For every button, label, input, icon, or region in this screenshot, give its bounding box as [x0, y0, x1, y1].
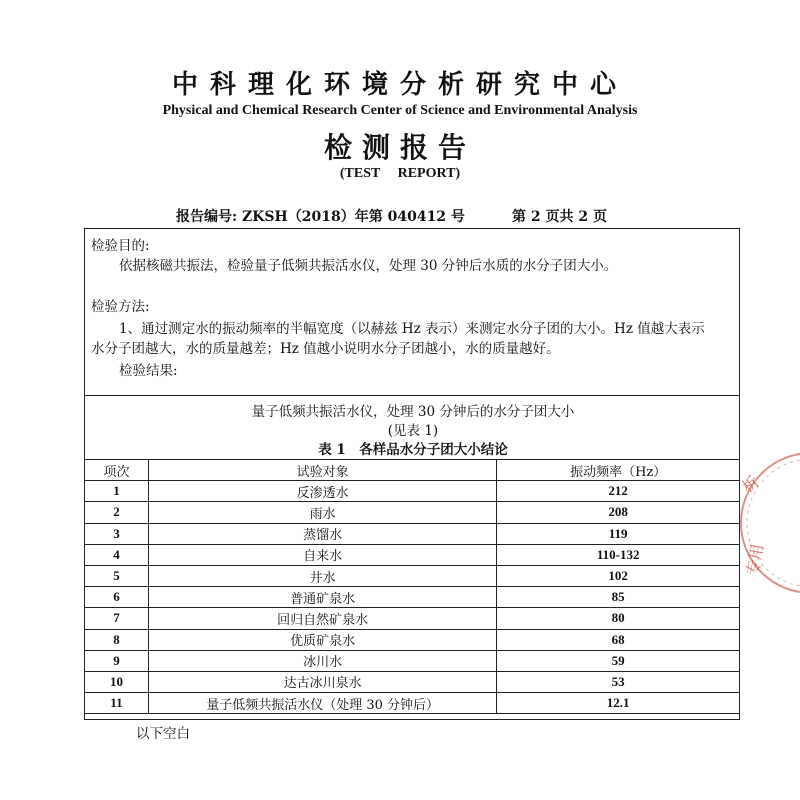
table-header-row — [85, 460, 740, 481]
row-number: 5 — [85, 565, 149, 586]
report-title-cn: 检测报告 — [323, 131, 476, 164]
row-test-object: 冰川水 — [148, 650, 496, 671]
row-frequency: 12.1 — [497, 693, 740, 714]
row-test-object: 井水 — [148, 565, 496, 586]
purpose-text: 依据核磁共振法，检验量子低频共振活水仪，处理 30 分钟后水质的水分子团大小。 — [119, 258, 618, 274]
official-seal — [736, 448, 800, 598]
column-header: 项次 — [85, 460, 149, 481]
end-note: 以下空白 — [136, 726, 190, 742]
column-header: 振动频率（Hz） — [497, 460, 740, 481]
row-number: 8 — [85, 629, 149, 650]
row-test-object: 量子低频共振活水仪（处理 30 分钟后） — [148, 693, 496, 714]
table-row — [85, 481, 740, 502]
table-row — [85, 565, 740, 586]
table-caption: 表 1 各样品水分子团大小结论 — [318, 442, 508, 458]
row-frequency: 68 — [497, 629, 740, 650]
results-table — [84, 459, 740, 714]
row-frequency: 110-132 — [497, 544, 740, 565]
row-frequency: 119 — [497, 523, 740, 544]
row-number: 11 — [85, 693, 149, 714]
column-header: 试验对象 — [148, 460, 496, 481]
result-label: 检验结果: — [119, 363, 178, 379]
purpose-label: 检验目的: — [91, 238, 150, 254]
seal-text: 析 — [738, 471, 763, 497]
result-box — [84, 395, 740, 720]
row-frequency: 53 — [497, 671, 740, 692]
seal-text: 专用 — [742, 542, 768, 578]
method-label: 检验方法: — [91, 299, 150, 315]
row-number: 2 — [85, 502, 149, 523]
row-number: 3 — [85, 523, 149, 544]
table-row — [85, 650, 740, 671]
table-row — [85, 523, 740, 544]
table-reference: (见表 1) — [387, 423, 439, 439]
table-row — [85, 587, 740, 608]
report-title-en: (TEST REPORT) — [339, 166, 461, 181]
row-test-object: 自来水 — [148, 544, 496, 565]
row-test-object: 达古冰川泉水 — [148, 671, 496, 692]
row-number: 7 — [85, 608, 149, 629]
row-number: 10 — [85, 671, 149, 692]
organization-name-en: Physical and Chemical Research Center of Science and Environmental Analysis — [162, 103, 638, 118]
report-number: 报告编号: ZKSH（2018）年第 040412 号 — [176, 209, 465, 225]
row-frequency: 59 — [497, 650, 740, 671]
table-row — [85, 671, 740, 692]
row-frequency: 208 — [497, 502, 740, 523]
row-number: 6 — [85, 587, 149, 608]
table-heading: 量子低频共振活水仪，处理 30 分钟后的水分子团大小 — [251, 404, 575, 420]
row-frequency: 102 — [497, 565, 740, 586]
method-text-line2: 水分子团越大，水的质量越差；Hz 值越小说明水分子团越小，水的质量越好。 — [91, 341, 560, 357]
row-test-object: 反渗透水 — [148, 481, 496, 502]
row-frequency: 80 — [497, 608, 740, 629]
table-row — [85, 502, 740, 523]
row-number: 9 — [85, 650, 149, 671]
table-row — [85, 629, 740, 650]
test-description-box — [84, 228, 740, 396]
row-test-object: 蒸馏水 — [148, 523, 496, 544]
row-test-object: 普通矿泉水 — [148, 587, 496, 608]
method-text-line1: 1、通过测定水的振动频率的半幅宽度（以赫兹 Hz 表示）来测定水分子团的大小。Hz 值越大表示 — [119, 321, 705, 337]
row-test-object: 优质矿泉水 — [148, 629, 496, 650]
table-row — [85, 693, 740, 714]
table-row — [85, 608, 740, 629]
row-test-object: 回归自然矿泉水 — [148, 608, 496, 629]
row-test-object: 雨水 — [148, 502, 496, 523]
table-row — [85, 544, 740, 565]
row-number: 4 — [85, 544, 149, 565]
row-number: 1 — [85, 481, 149, 502]
organization-name-cn: 中科理化环境分析研究中心 — [171, 70, 628, 100]
row-frequency: 85 — [497, 587, 740, 608]
page-number: 第 2 页共 2 页 — [512, 209, 607, 225]
row-frequency: 212 — [497, 481, 740, 502]
